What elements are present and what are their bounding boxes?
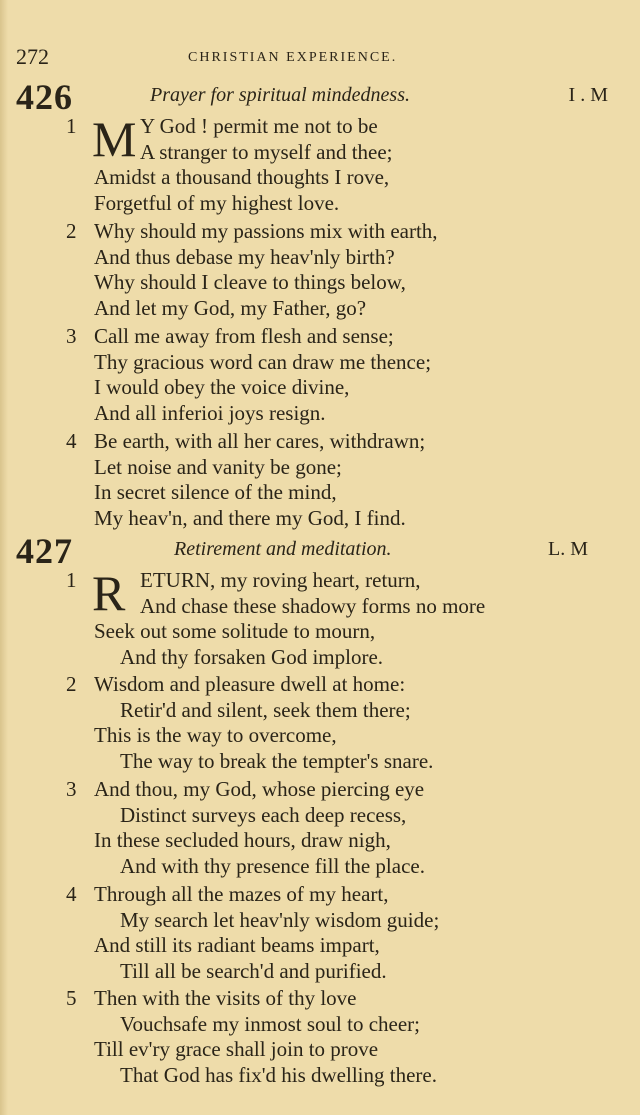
drop-cap: M <box>92 111 137 167</box>
verse-line <box>0 645 620 671</box>
line-text: Call me away from flesh and sense; <box>94 324 394 348</box>
verse-line <box>0 114 620 140</box>
line-text: In these secluded hours, draw nigh, <box>94 828 391 852</box>
verse-line <box>0 245 620 271</box>
verse-line <box>0 723 620 749</box>
hymn-heading <box>16 531 608 571</box>
line-text: And chase these shadowy forms no more <box>140 593 486 618</box>
verse <box>0 219 620 321</box>
verse-line <box>0 777 620 803</box>
line-text: Thy gracious word can draw me thence; <box>94 349 432 374</box>
hymn-title: Retirement and meditation. <box>174 538 392 560</box>
verse <box>0 882 620 984</box>
verse-line <box>0 908 620 934</box>
line-text: My heav'n, and there my God, I find. <box>94 505 406 530</box>
line-text: ETURN, my roving heart, return, <box>140 568 421 592</box>
section-title: CHRISTIAN EXPERIENCE. <box>188 50 398 65</box>
verse-line <box>0 933 620 959</box>
verse-line <box>0 619 620 645</box>
verse-number: 2 <box>66 672 77 696</box>
verse <box>0 565 620 670</box>
verse-number: 2 <box>66 219 77 243</box>
verse-line <box>0 882 620 908</box>
line-text: Through all the mazes of my heart, <box>94 882 389 906</box>
verse-line <box>0 165 620 191</box>
line-text: Seek out some solitude to mourn, <box>94 619 376 643</box>
verse-line <box>0 401 620 427</box>
verse-number: 1 <box>66 114 77 138</box>
verse-number: 5 <box>66 986 77 1010</box>
line-text: And thy forsaken God implore. <box>120 644 384 669</box>
verse-line <box>0 375 620 401</box>
verse-line <box>0 1012 620 1038</box>
verse-number: 4 <box>66 882 77 906</box>
line-text: And with thy presence fill the place. <box>120 853 425 878</box>
verse-line <box>0 429 620 455</box>
verse-line <box>0 854 620 880</box>
line-text: Why should my passions mix with earth, <box>94 219 438 243</box>
verse-number: 1 <box>66 568 77 592</box>
verse-number: 4 <box>66 429 77 453</box>
verse-line <box>0 455 620 481</box>
drop-cap: R <box>92 565 126 621</box>
page-number: 272 <box>16 44 49 69</box>
line-text: Y God ! permit me not to be <box>140 114 378 138</box>
verse-line <box>0 1063 620 1089</box>
verse-line <box>0 672 620 698</box>
line-text: Why should I cleave to things below, <box>94 270 406 294</box>
verse-line <box>0 959 620 985</box>
line-text: Amidst a thousand thoughts I rove, <box>94 165 390 189</box>
hymn-meter: L. M <box>548 538 588 560</box>
verse-line <box>0 594 620 620</box>
verse-line <box>0 803 620 829</box>
line-text: Let noise and vanity be gone; <box>94 454 342 479</box>
verse-line <box>0 270 620 296</box>
verse-line <box>0 191 620 217</box>
verse-line <box>0 324 620 350</box>
line-text: Be earth, with all her cares, withdrawn; <box>94 429 426 453</box>
verse-line <box>0 749 620 775</box>
verse-line <box>0 140 620 166</box>
verse <box>0 111 620 216</box>
line-text: And thou, my God, whose piercing eye <box>94 777 425 801</box>
verse-line <box>0 350 620 376</box>
verse-number: 3 <box>66 777 77 801</box>
line-text: And thus debase my heav'nly birth? <box>94 244 395 269</box>
verse-line <box>0 828 620 854</box>
verse-line <box>0 219 620 245</box>
hymn-title: Prayer for spiritual mindedness. <box>150 84 410 106</box>
line-text: And let my God, my Father, go? <box>94 295 367 320</box>
line-text: The way to break the tempter's snare. <box>120 748 434 773</box>
line-text: This is the way to overcome, <box>94 723 337 747</box>
line-text: A stranger to myself and thee; <box>140 139 393 164</box>
verse <box>0 429 620 531</box>
verse-line <box>0 506 620 532</box>
hymn-number: 427 <box>16 531 73 571</box>
line-text: Forgetful of my highest love. <box>94 190 340 215</box>
verse-number: 3 <box>66 324 77 348</box>
verse <box>0 986 620 1088</box>
line-text: Distinct surveys each deep recess, <box>120 802 407 827</box>
hymn-heading <box>16 77 608 117</box>
verse-line <box>0 1037 620 1063</box>
verse-line <box>0 698 620 724</box>
verse <box>0 324 620 426</box>
line-text: Vouchsafe my inmost soul to cheer; <box>120 1011 420 1036</box>
running-head <box>16 44 620 74</box>
hymn-meter: I . M <box>568 84 608 106</box>
line-text: My search let heav'nly wisdom guide; <box>120 907 440 932</box>
verse-line <box>0 480 620 506</box>
verse-line <box>0 568 620 594</box>
verse <box>0 672 620 774</box>
line-text: And all inferioi joys resign. <box>94 400 326 425</box>
verse-line <box>0 296 620 322</box>
line-text: In secret silence of the mind, <box>94 480 337 504</box>
line-text: And still its radiant beams impart, <box>94 933 380 957</box>
line-text: Wisdom and pleasure dwell at home: <box>94 672 406 696</box>
line-text: Retir'd and silent, seek them there; <box>120 697 411 722</box>
line-text: Till all be search'd and purified. <box>120 958 387 983</box>
line-text: Till ev'ry grace shall join to prove <box>94 1037 379 1061</box>
line-text: I would obey the voice divine, <box>94 375 350 399</box>
verse <box>0 777 620 879</box>
hymn-number: 426 <box>16 77 73 117</box>
line-text: That God has fix'd his dwelling there. <box>120 1062 437 1087</box>
line-text: Then with the visits of thy love <box>94 986 357 1010</box>
verse-line <box>0 986 620 1012</box>
